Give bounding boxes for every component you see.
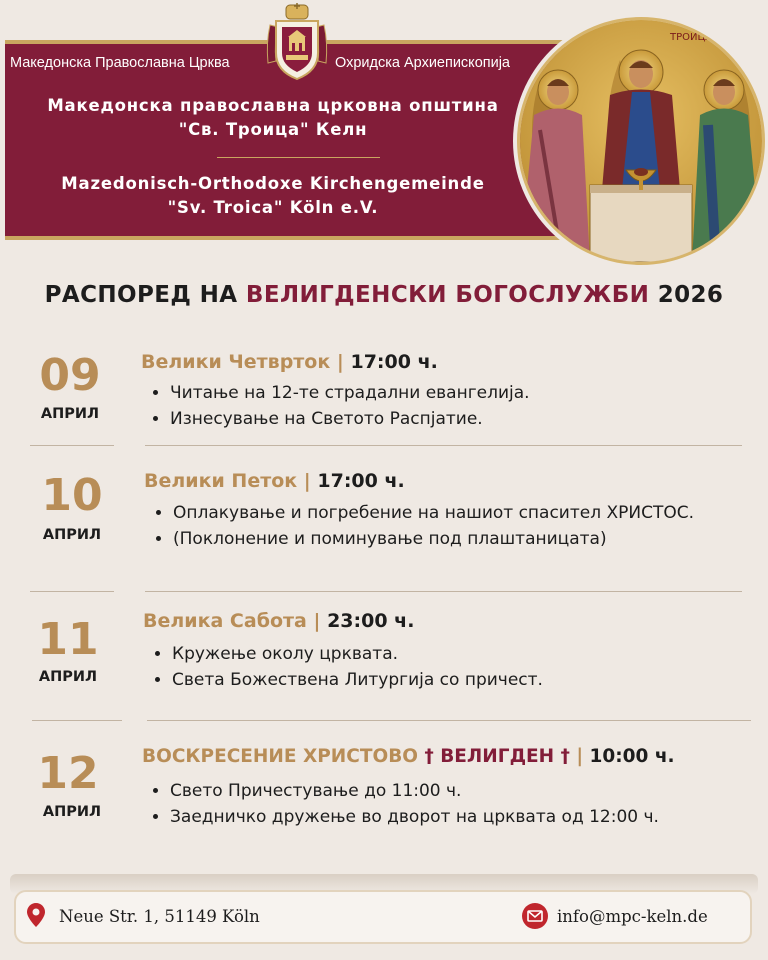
title-mk-line1: Македонска православна црковна општина (47, 96, 499, 115)
icon-inscription: ТРОИЦА (670, 32, 713, 43)
event-items (152, 641, 732, 693)
date-divider (30, 591, 114, 592)
title-mk-line2: "Св. Троица" Келн (178, 120, 368, 139)
event-name: Велики Петок (144, 470, 298, 492)
heading-part1: РАСПОРЕД НА (44, 282, 238, 308)
heading-year: 2026 (657, 282, 724, 308)
location-pin-icon (27, 903, 45, 927)
event-day: 11 (37, 614, 99, 665)
community-title-mk (18, 94, 528, 142)
event-name: Велика Сабота (143, 610, 307, 632)
event-time: 10:00 ч. (589, 746, 675, 767)
event-item: • Читање на 12-те страдални евангелија. (170, 380, 730, 406)
event-day: 10 (41, 470, 103, 521)
event-item: • Оплакување и погребение на нашиот спасител ХРИСТОС. (173, 500, 713, 526)
mail-icon (522, 903, 548, 929)
title-divider (217, 157, 380, 158)
heading-accent: ВЕЛИГДЕНСКИ БОГОСЛУЖБИ (245, 282, 650, 308)
schedule-heading (0, 282, 768, 308)
event-title (142, 746, 675, 767)
event-time: 23:00 ч. (327, 610, 415, 632)
event-item: • Изнесување на Светото Распјатие. (170, 406, 730, 432)
event-month: АПРИЛ (40, 406, 100, 422)
event-separator: | (303, 470, 311, 492)
event-separator: | (336, 351, 344, 373)
event-item: • (Поклонение и поминување под плаштаницата) (173, 526, 713, 552)
event-item: • Заедничко дружење во дворот на црквата од 12:00 ч. (170, 804, 768, 830)
date-divider (30, 445, 114, 446)
event-divider (145, 445, 742, 446)
event-day: 09 (39, 350, 101, 401)
event-divider (145, 591, 742, 592)
event-time: 17:00 ч. (317, 470, 405, 492)
event-items (150, 380, 730, 432)
event-item: • Кружење околу црквата. (172, 641, 732, 667)
event-month: АПРИЛ (42, 527, 102, 543)
event-title (144, 470, 405, 492)
event-name: Велики Четврток (141, 351, 331, 373)
holy-trinity-icon (520, 20, 762, 262)
date-divider (32, 720, 122, 721)
title-de-line2: "Sv. Troica" Köln e.V. (167, 198, 379, 217)
event-item: • Свето Причестување до 11:00 ч. (170, 778, 768, 804)
church-label: Македонска Православна Црква (10, 55, 230, 71)
event-time: 17:00 ч. (350, 351, 438, 373)
event-title (141, 351, 438, 373)
event-separator: | (576, 746, 584, 767)
event-divider (147, 720, 751, 721)
address-link[interactable]: Neue Str. 1, 51149 Köln (59, 907, 260, 926)
event-extra: † ВЕЛИГДЕН † (424, 746, 570, 767)
email-link[interactable]: info@mpc-keln.de (557, 907, 708, 926)
event-item: • Света Божествена Литургија со причест. (172, 667, 732, 693)
event-title (143, 610, 414, 632)
archdiocese-label: Охридска Архиепископија (335, 55, 510, 71)
event-month: АПРИЛ (42, 804, 102, 820)
header-gold-line-bottom (5, 236, 565, 240)
event-day: 12 (37, 748, 99, 799)
event-items (153, 500, 713, 552)
event-items (150, 778, 768, 830)
church-crest-icon (262, 3, 332, 83)
event-month: АПРИЛ (38, 669, 98, 685)
event-name: ВОСКРЕСЕНИЕ ХРИСТОВО (142, 746, 419, 767)
community-title-de (18, 172, 528, 220)
event-separator: | (313, 610, 321, 632)
title-de-line1: Mazedonisch-Orthodoxe Kirchengemeinde (61, 174, 485, 193)
